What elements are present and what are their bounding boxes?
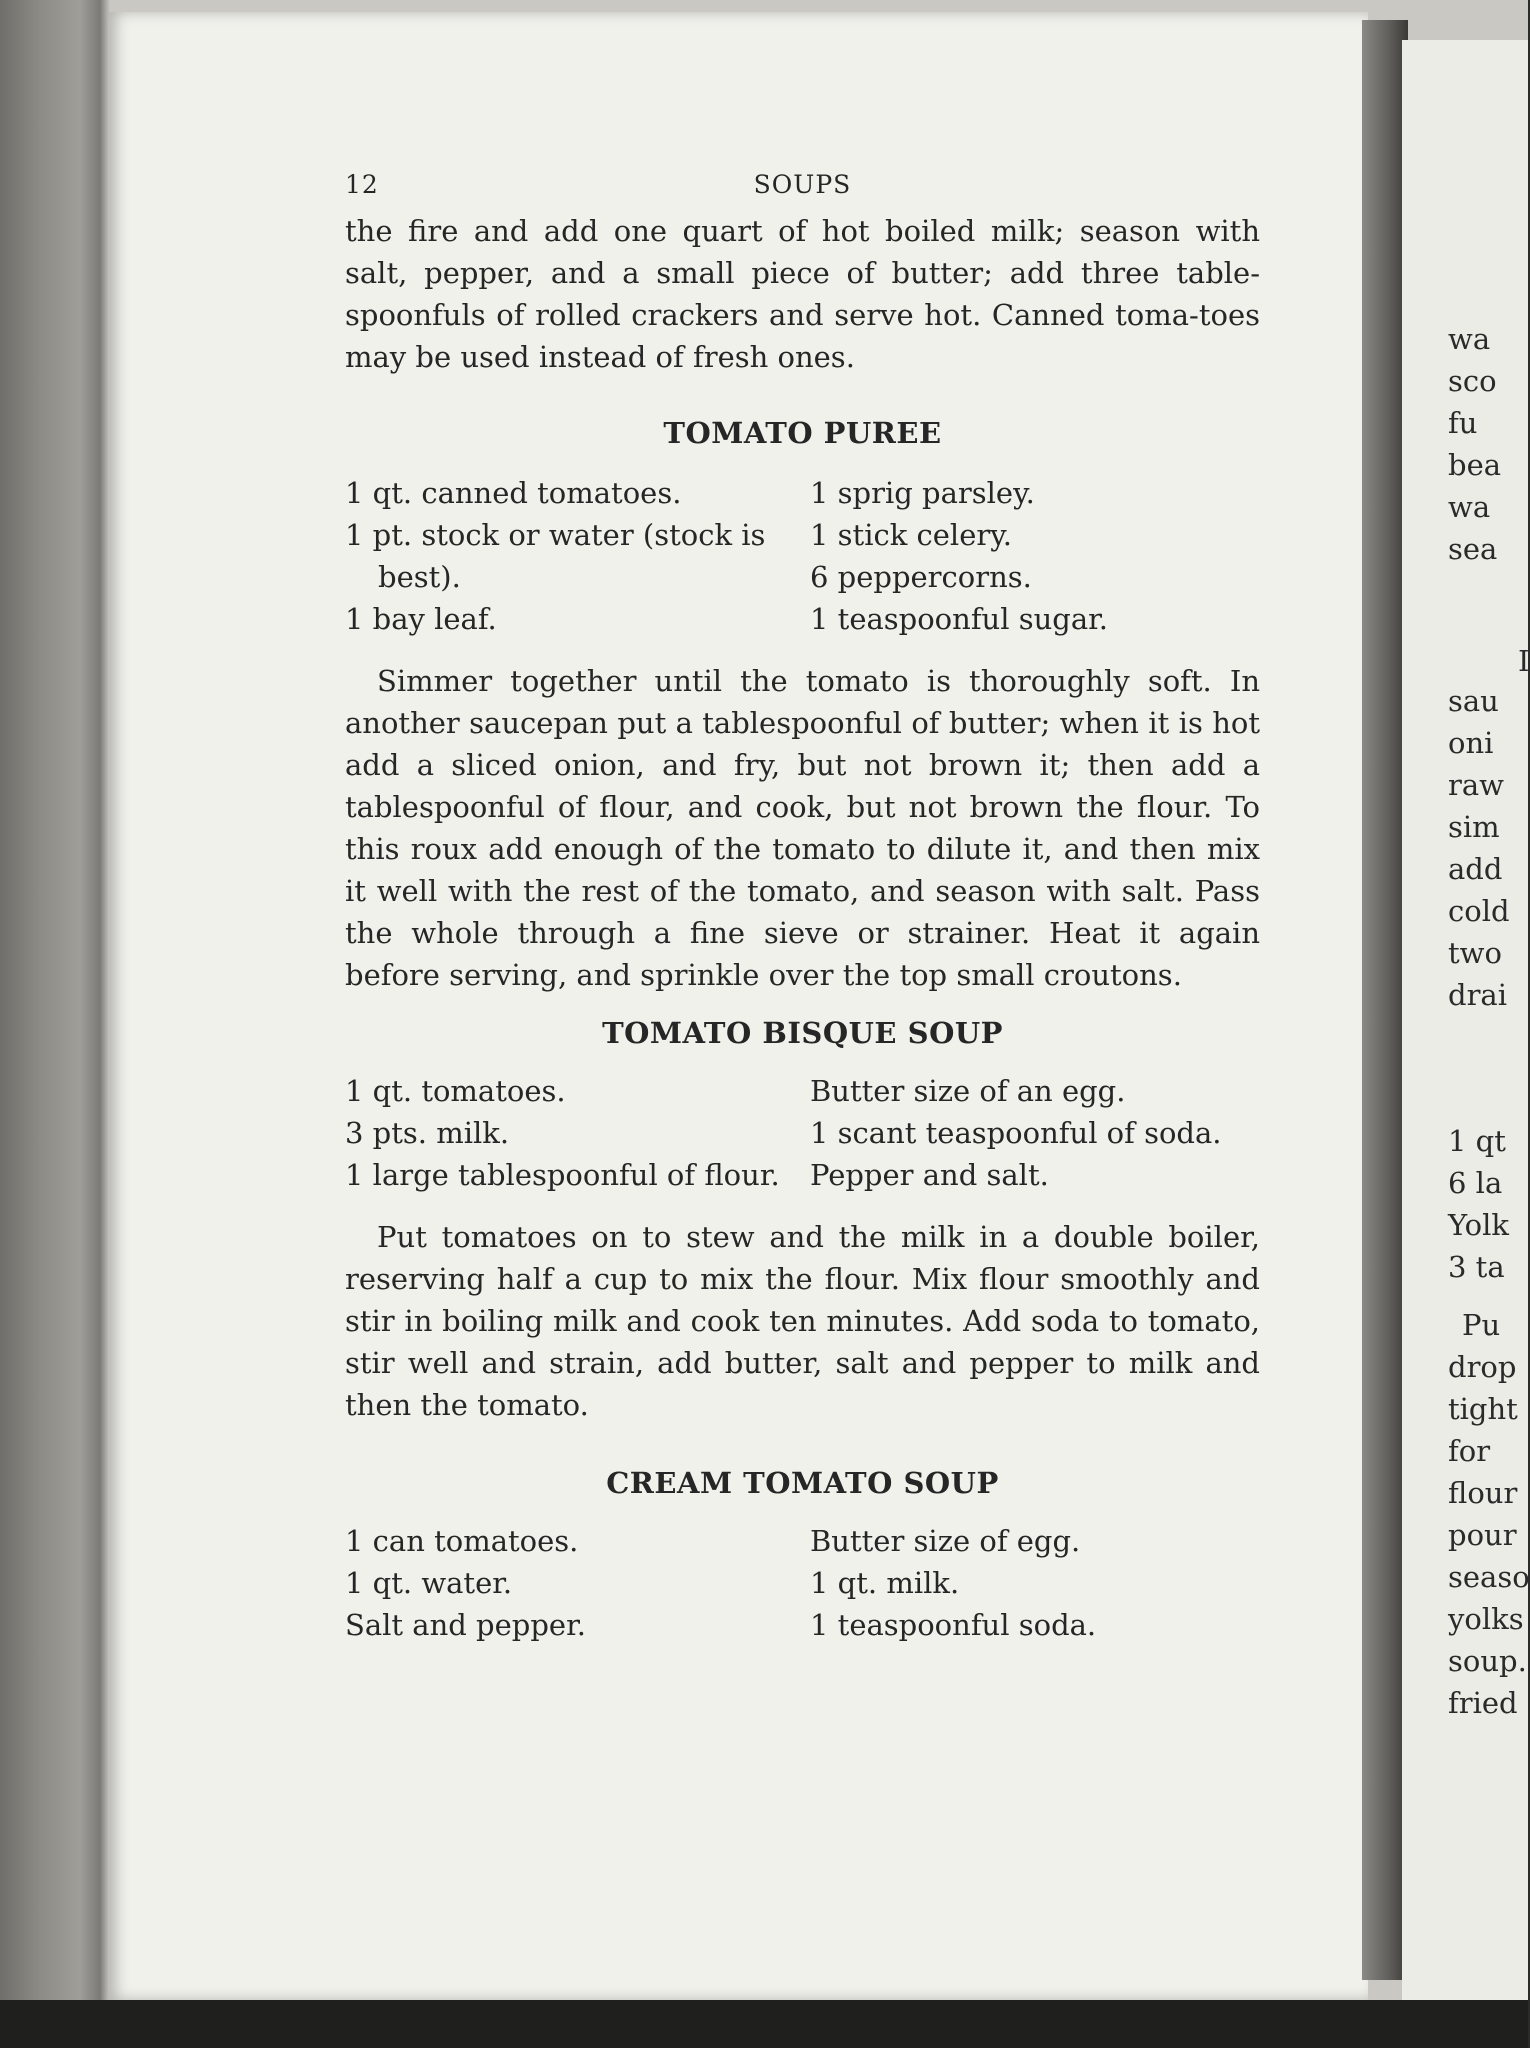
ingredient-column-left: [345, 1520, 810, 1646]
facing-fragment: wa: [1448, 322, 1491, 356]
facing-fragment: 3 ta: [1448, 1250, 1505, 1284]
ingredient: 1 qt. tomatoes.: [345, 1074, 566, 1108]
ingredient: 1 large tablespoonful of flour.: [345, 1158, 780, 1192]
facing-fragment: bea: [1448, 448, 1502, 482]
facing-fragment: add: [1448, 852, 1503, 886]
recipe-title-tomato-bisque: TOMATO BISQUE SOUP: [602, 1016, 1003, 1050]
facing-fragment: Pu: [1462, 1308, 1501, 1342]
ingredient: 1 teaspoonful sugar.: [810, 602, 1109, 636]
facing-fragment: sau: [1448, 684, 1499, 718]
intro-paragraph: the fire and add one quart of hot boiled milk; season with salt, pepper, and a small piece of butter; add three table-spoonfuls of rolled crackers and serve hot. Canned toma-toes may be used instead of fresh ones.: [345, 214, 1260, 374]
ingredient: 6 peppercorns.: [810, 560, 1032, 594]
directions-tomato-puree: Simmer together until the tomato is thoroughly soft. In another saucepan put a tablespoonful of butter; when it is hot add a sliced onion, and fry, but not brown it; then add a tablespoonful of flour, and cook, but not brown the flour. To this roux add enough of the tomato to dilute it, and then mix it well with the rest of the tomato, and season with salt. Pass the whole through a fine sieve or strainer. Heat it again before serving, and sprinkle over the top small croutons.: [345, 664, 1260, 992]
facing-page-edge: [1402, 40, 1528, 2000]
facing-fragment: sco: [1448, 364, 1497, 398]
facing-fragment: wa: [1448, 490, 1491, 524]
facing-fragment: drai: [1448, 978, 1507, 1012]
ingredient: Butter size of an egg.: [810, 1074, 1126, 1108]
running-title: SOUPS: [753, 170, 852, 199]
recipe-title-cream-tomato: CREAM TOMATO SOUP: [606, 1466, 999, 1500]
ingredient: 1 can tomatoes.: [345, 1524, 579, 1558]
page-content: [345, 150, 1260, 1646]
ingredient: Salt and pepper.: [345, 1608, 586, 1642]
ingredient: 1 qt. canned tomatoes.: [345, 476, 682, 510]
directions-tomato-bisque: Put tomatoes on to stew and the milk in a double boiler, reserving half a cup to mix the flour. Mix flour smoothly and stir in boiling milk and cook ten minutes. Add soda to tomato, stir well and strain, add butter, salt and pepper to milk and then the tomato.: [345, 1220, 1260, 1422]
ingredients-cream-tomato: [345, 1520, 1260, 1646]
facing-fragment: two: [1448, 936, 1502, 970]
facing-fragment: raw: [1448, 768, 1504, 802]
facing-fragment: drop: [1448, 1350, 1517, 1384]
running-head: [345, 150, 1260, 199]
ingredient: 3 pts. milk.: [345, 1116, 510, 1150]
ingredient: 1 teaspoonful soda.: [810, 1608, 1097, 1642]
facing-fragment: I: [1518, 644, 1530, 678]
ingredient: Butter size of egg.: [810, 1524, 1081, 1558]
facing-fragment: oni: [1448, 726, 1494, 760]
facing-fragment: cold: [1448, 894, 1510, 928]
facing-fragment: 6 la: [1448, 1166, 1503, 1200]
ingredient-column-left: [345, 1070, 810, 1196]
facing-fragment: 1 qt: [1448, 1124, 1506, 1158]
facing-fragment: yolks: [1448, 1602, 1524, 1636]
facing-fragment: Yolk: [1448, 1208, 1509, 1242]
ingredient: 1 qt. milk.: [810, 1566, 960, 1600]
facing-fragment: sim: [1448, 810, 1500, 844]
facing-fragment: flour: [1448, 1476, 1518, 1510]
facing-fragment: fu: [1448, 406, 1478, 440]
facing-fragment: pour: [1448, 1518, 1517, 1552]
recipe-title-tomato-puree: TOMATO PUREE: [663, 416, 942, 450]
facing-fragment: fried: [1448, 1686, 1518, 1720]
facing-fragment: for: [1448, 1434, 1491, 1468]
ingredient-column-right: [810, 472, 1260, 640]
facing-fragment: seaso: [1448, 1560, 1530, 1594]
ingredient: 1 qt. water.: [345, 1566, 513, 1600]
ingredient: 1 scant teaspoonful of soda.: [810, 1116, 1222, 1150]
ingredient: Pepper and salt.: [810, 1158, 1049, 1192]
scan-bottom-edge: [0, 2000, 1528, 2048]
facing-fragment: sea: [1448, 532, 1498, 566]
facing-fragment: soup.: [1448, 1644, 1527, 1678]
ingredient: 1 pt. stock or water (stock is best).: [345, 518, 766, 594]
ingredient: 1 stick celery.: [810, 518, 1012, 552]
ingredient: 1 sprig parsley.: [810, 476, 1035, 510]
ingredient-column-left: [345, 472, 810, 640]
facing-fragment: tight: [1448, 1392, 1518, 1426]
page-number: 12: [345, 170, 379, 199]
ingredient-column-right: [810, 1520, 1260, 1646]
ingredients-tomato-puree: [345, 472, 1260, 640]
ingredient: 1 bay leaf.: [345, 602, 497, 636]
ingredient-column-right: [810, 1070, 1260, 1196]
ingredients-tomato-bisque: [345, 1070, 1260, 1196]
